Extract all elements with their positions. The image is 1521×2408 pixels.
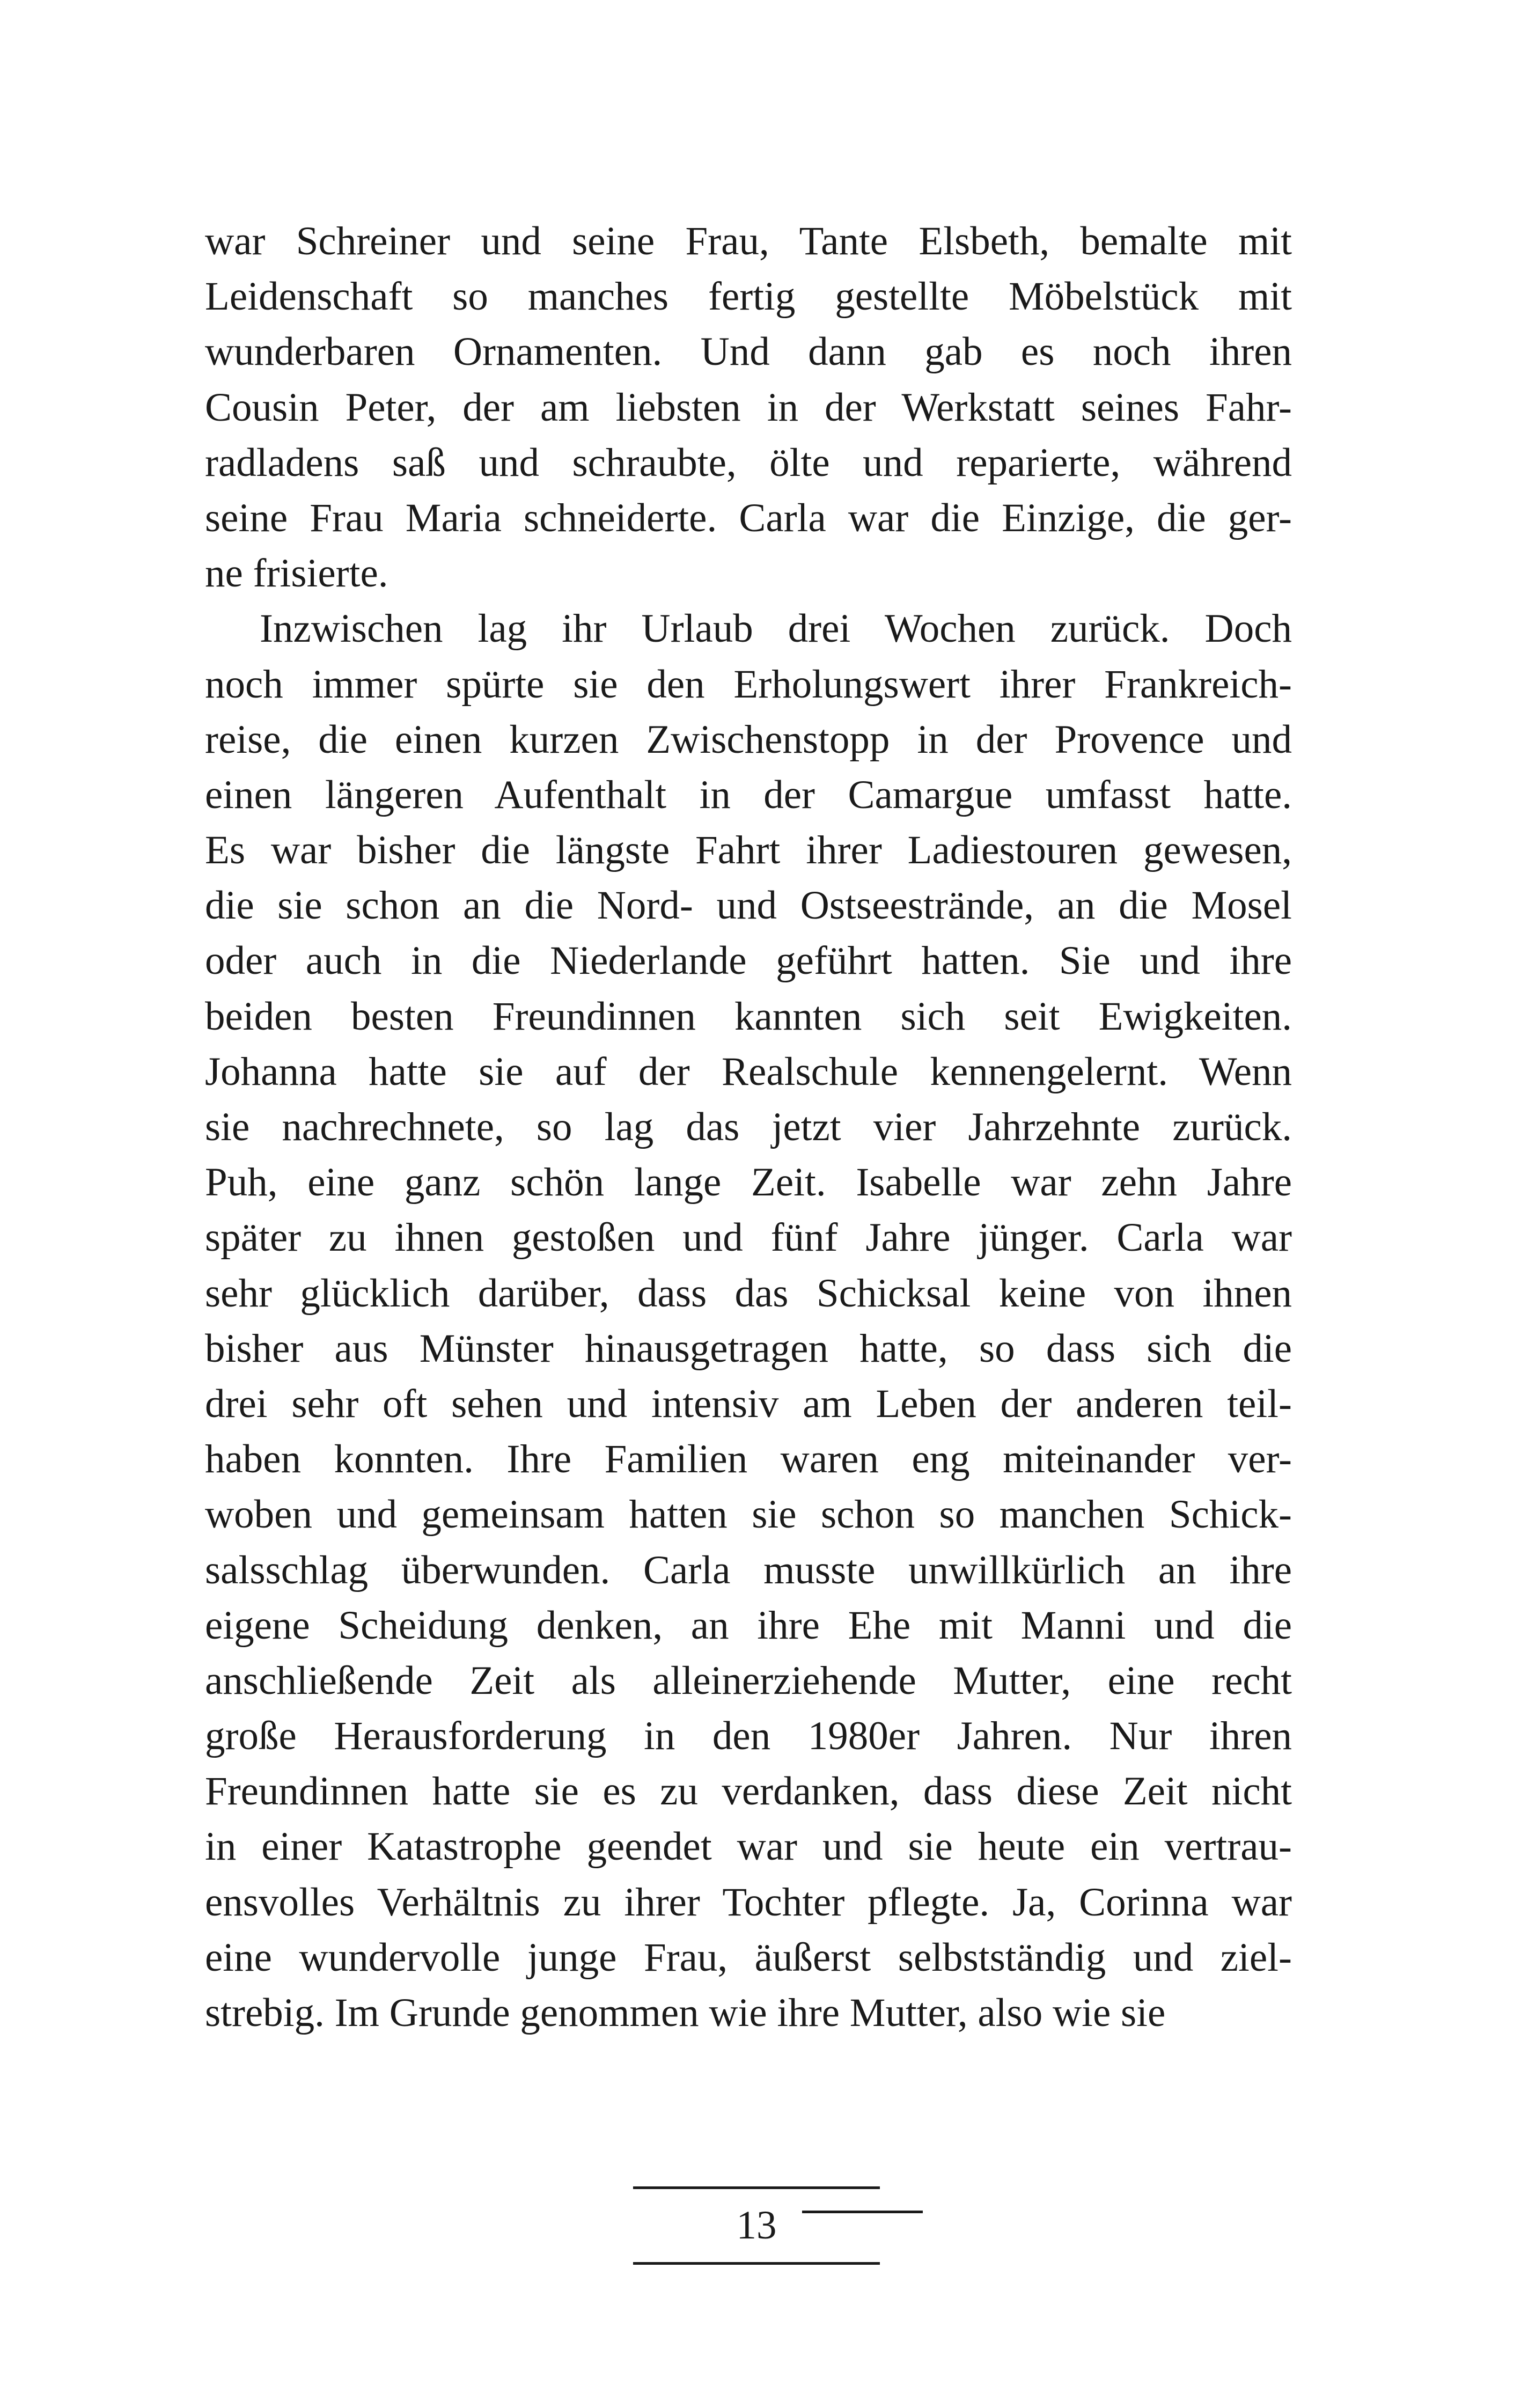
text-line: sehr glücklich darüber, dass das Schicksal keine von ihnen — [205, 1271, 1292, 1316]
page-footer — [633, 2168, 923, 2275]
body-text — [205, 214, 1292, 2040]
text-line: bisher aus Münster hinausgetragen hatte, so dass sich die — [205, 1326, 1292, 1371]
text-line: Inzwischen lag ihr Urlaub drei Wochen zurück. Doch — [260, 606, 1292, 651]
paragraph-1 — [205, 214, 1292, 601]
text-line: später zu ihnen gestoßen und fünf Jahre jünger. Carla war — [205, 1215, 1292, 1260]
text-line: war Schreiner und seine Frau, Tante Elsbeth, bemalte mit — [205, 219, 1292, 263]
text-line: Freundinnen hatte sie es zu verdanken, dass diese Zeit nicht — [205, 1769, 1292, 1814]
footer-rule-bottom — [633, 2262, 880, 2265]
paragraph-2 — [205, 601, 1292, 2040]
text-line: radladens saß und schraubte, ölte und reparierte, während — [205, 440, 1292, 485]
text-line: Johanna hatte sie auf der Realschule kennengelernt. Wenn — [205, 1049, 1292, 1094]
text-line: noch immer spürte sie den Erholungswert ihrer Frankreich- — [205, 662, 1292, 707]
text-line: beiden besten Freundinnen kannten sich seit Ewigkeiten. — [205, 994, 1292, 1039]
text-line: anschließende Zeit als alleinerziehende Mutter, eine recht — [205, 1658, 1292, 1703]
text-line: strebig. Im Grunde genommen wie ihre Mutter, also wie sie — [205, 1991, 1166, 2035]
text-line: woben und gemeinsam hatten sie schon so manchen Schick- — [205, 1492, 1292, 1537]
page-number: 13 — [736, 2203, 777, 2248]
text-line: wunderbaren Ornamenten. Und dann gab es noch ihren — [205, 329, 1292, 375]
text-line: Leidenschaft so manches fertig gestellte Möbelstück mit — [205, 274, 1292, 319]
text-line: Es war bisher die längste Fahrt ihrer Ladiestouren gewesen, — [205, 828, 1292, 873]
text-line: in einer Katastrophe geendet war und sie heute ein vertrau- — [205, 1824, 1292, 1869]
text-line: Puh, eine ganz schön lange Zeit. Isabelle war zehn Jahre — [205, 1160, 1292, 1205]
text-line: drei sehr oft sehen und intensiv am Leben der anderen teil- — [205, 1381, 1292, 1426]
text-line: oder auch in die Niederlande geführt hatten. Sie und ihre — [205, 938, 1292, 983]
text-line: seine Frau Maria schneiderte. Carla war die Einzige, die ger- — [205, 495, 1292, 540]
text-line: ensvolles Verhältnis zu ihrer Tochter pflegte. Ja, Corinna war — [205, 1880, 1292, 1925]
text-line: große Herausforderung in den 1980er Jahren. Nur ihren — [205, 1714, 1292, 1759]
text-line: sie nachrechnete, so lag das jetzt vier Jahrzehnte zurück. — [205, 1105, 1292, 1149]
text-line: einen längeren Aufenthalt in der Camargue umfasst hatte. — [205, 772, 1292, 817]
text-line: ne frisierte. — [205, 551, 388, 596]
footer-rule-top — [633, 2186, 880, 2189]
text-line: eigene Scheidung denken, an ihre Ehe mit Manni und die — [205, 1603, 1292, 1648]
text-line: haben konnten. Ihre Familien waren eng miteinander ver- — [205, 1437, 1292, 1482]
text-line: reise, die einen kurzen Zwischenstopp in der Provence und — [205, 717, 1292, 762]
text-line: Cousin Peter, der am liebsten in der Werkstatt seines Fahr- — [205, 385, 1292, 430]
text-line: die sie schon an die Nord- und Ostseestrände, an die Mosel — [205, 883, 1292, 928]
text-line: eine wundervolle junge Frau, äußerst selbstständig und ziel- — [205, 1935, 1292, 1980]
text-line: salsschlag überwunden. Carla musste unwillkürlich an ihre — [205, 1547, 1292, 1592]
